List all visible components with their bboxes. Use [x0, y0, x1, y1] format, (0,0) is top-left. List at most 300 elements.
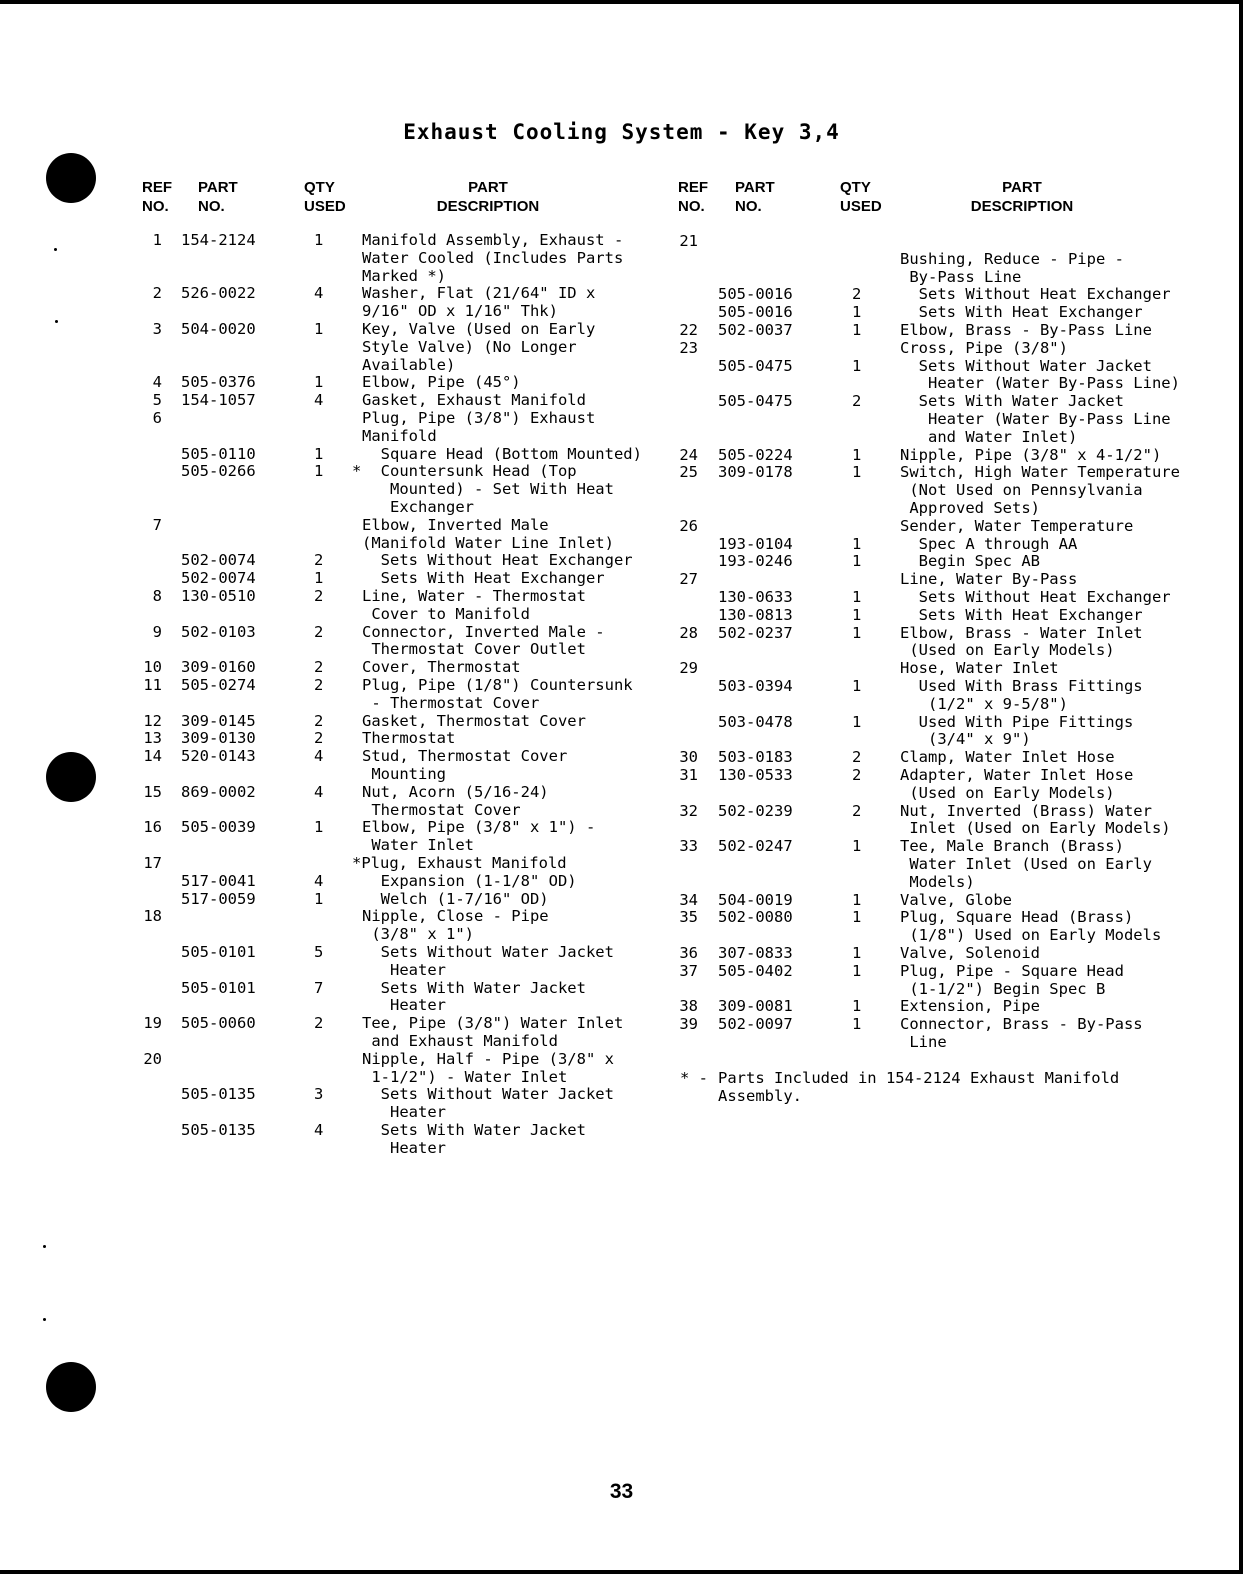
part-number: 502-0074 — [181, 569, 256, 588]
ref-number: 27 — [679, 570, 698, 589]
table-row — [0, 446, 1243, 464]
ref-number: 10 — [143, 658, 162, 677]
qty-used: 1 — [852, 321, 862, 339]
part-number: 869-0002 — [181, 782, 256, 801]
qty-used: 2 — [314, 622, 324, 641]
page-title: Exhaust Cooling System - Key 3,4 — [403, 120, 840, 144]
part-number: 505-0039 — [181, 818, 256, 837]
part-description: - Thermostat Cover — [362, 693, 540, 712]
part-description: Nipple, Pipe (3/8" x 4-1/2") — [900, 445, 1162, 464]
ref-number: 38 — [679, 997, 698, 1016]
part-number: 502-0074 — [181, 551, 256, 570]
ref-number: 32 — [679, 801, 698, 820]
part-description: Begin Spec AB — [900, 552, 1040, 571]
table-row — [0, 1033, 1243, 1051]
part-description: Adapter, Water Inlet Hose — [900, 766, 1134, 784]
qty-used: 1 — [852, 712, 862, 731]
table-row — [0, 552, 1243, 570]
part-description: Elbow, Pipe (45°) — [362, 373, 521, 392]
qty-used: 1 — [852, 908, 862, 927]
ref-number: 33 — [679, 837, 698, 856]
part-number: 504-0019 — [718, 890, 793, 909]
ref-number: 15 — [143, 782, 162, 801]
qty-used: 2 — [852, 285, 862, 304]
part-description: Gasket, Exhaust Manifold — [362, 391, 586, 410]
part-description: Heater — [362, 960, 446, 979]
part-number: 505-0135 — [181, 1121, 256, 1139]
part-number: 505-0475 — [718, 392, 793, 411]
header-desc-left: PART DESCRIPTION — [436, 179, 540, 215]
part-description: Connector, Brass - By-Pass — [900, 1015, 1143, 1034]
qty-used: 1 — [852, 445, 862, 464]
page-number: 33 — [609, 1480, 634, 1503]
part-number: 502-0037 — [718, 321, 793, 339]
part-description: Elbow, Brass - Water Inlet — [900, 623, 1143, 642]
scan-speck — [43, 1318, 46, 1321]
part-number: 502-0097 — [718, 1015, 793, 1034]
table-row — [0, 339, 1243, 357]
scan-speck — [43, 1245, 46, 1248]
part-number: 309-0178 — [718, 463, 793, 482]
part-description: Available) — [362, 355, 456, 374]
table-row — [0, 357, 1243, 375]
part-description: Elbow, Brass - By-Pass Line — [900, 321, 1152, 339]
part-description: Exchanger — [362, 498, 474, 516]
ref-number: 8 — [152, 587, 162, 605]
ref-number: 5 — [152, 391, 162, 410]
table-row — [0, 624, 1243, 642]
qty-used: 4 — [314, 284, 324, 303]
part-number: 502-0103 — [181, 622, 256, 641]
table-row — [0, 944, 1243, 962]
table-row — [0, 428, 1243, 446]
part-description: Cover to Manifold — [362, 604, 530, 623]
table-row — [0, 980, 1243, 998]
table-row — [0, 570, 1243, 588]
qty-used: 1 — [852, 997, 862, 1016]
part-description: (Manifold Water Line Inlet) — [362, 533, 614, 552]
table-row — [0, 463, 1243, 481]
part-description: Sender, Water Temperature — [900, 516, 1134, 535]
part-number: 130-0533 — [718, 766, 793, 784]
table-row — [0, 908, 1243, 926]
part-description: Gasket, Thermostat Cover — [362, 711, 586, 730]
part-description: 9/16" OD x 1/16" Thk) — [362, 302, 558, 321]
qty-used: 2 — [314, 711, 324, 730]
part-description: Sets Without Heat Exchanger — [900, 285, 1171, 304]
part-number: 505-0016 — [718, 303, 793, 322]
ref-number: 20 — [143, 1049, 162, 1068]
table-row — [0, 374, 1243, 392]
part-description: Washer, Flat (21/64" ID x — [362, 284, 596, 303]
table-row — [0, 1103, 1243, 1121]
qty-used: 2 — [314, 729, 324, 748]
qty-used: 2 — [852, 748, 862, 767]
table-row — [0, 321, 1243, 339]
part-number: 505-0266 — [181, 462, 256, 481]
part-description: By-Pass Line — [900, 267, 1022, 286]
qty-used: 1 — [314, 569, 324, 588]
part-description: Water Inlet (Used on Early — [900, 855, 1152, 873]
part-description: Connector, Inverted Male - — [362, 622, 605, 641]
asterisk-marker: * — [352, 462, 362, 481]
part-description: *Plug, Exhaust Manifold — [352, 854, 567, 872]
table-row — [0, 962, 1243, 980]
qty-used: 1 — [852, 303, 862, 322]
part-number: 505-0475 — [718, 356, 793, 375]
ref-number: 30 — [679, 748, 698, 767]
ref-number: 9 — [152, 622, 162, 641]
ref-number: 17 — [143, 854, 162, 872]
part-number: 130-0813 — [718, 605, 793, 624]
qty-used: 1 — [852, 677, 862, 695]
qty-used: 2 — [314, 658, 324, 677]
part-description: Tee, Pipe (3/8") Water Inlet — [362, 1014, 624, 1033]
part-description: Heater — [362, 1103, 446, 1122]
table-row — [0, 926, 1243, 944]
qty-used: 7 — [314, 978, 324, 997]
header-desc-right: PART DESCRIPTION — [970, 179, 1074, 215]
ref-number: 25 — [679, 463, 698, 482]
part-description: Sets Without Water Jacket — [362, 1085, 614, 1104]
table-row — [0, 659, 1243, 677]
part-description: Welch (1-7/16" OD) — [362, 889, 549, 908]
table-row — [0, 517, 1243, 535]
part-description: Tee, Male Branch (Brass) — [900, 837, 1124, 856]
table-row — [0, 997, 1243, 1015]
part-description: (1/2" x 9-5/8") — [900, 694, 1068, 713]
ref-number: 7 — [152, 515, 162, 534]
ref-number: 39 — [679, 1015, 698, 1034]
ref-number: 12 — [143, 711, 162, 730]
qty-used: 2 — [852, 801, 862, 820]
part-description: Plug, Square Head (Brass) — [900, 908, 1134, 927]
part-number: 154-2124 — [181, 231, 256, 249]
part-description: Used With Brass Fittings — [900, 677, 1143, 695]
part-description: Square Head (Bottom Mounted) — [362, 444, 642, 463]
part-description: Countersunk Head (Top — [362, 462, 577, 481]
qty-used: 2 — [314, 551, 324, 570]
table-row — [0, 232, 1243, 250]
part-description: Elbow, Pipe (3/8" x 1") - — [362, 818, 596, 837]
part-description: Extension, Pipe — [900, 997, 1040, 1016]
header-qty-left: QTY USED — [304, 179, 346, 215]
part-description: Mounting — [362, 765, 446, 783]
table-row — [0, 641, 1243, 659]
part-description: (3/4" x 9") — [900, 730, 1031, 749]
ref-number: 28 — [679, 623, 698, 642]
part-description: Elbow, Inverted Male — [362, 515, 549, 534]
qty-used: 4 — [314, 871, 324, 890]
table-row — [0, 1015, 1243, 1033]
part-number: 130-0633 — [718, 588, 793, 606]
qty-used: 1 — [314, 320, 324, 338]
qty-used: 3 — [314, 1085, 324, 1104]
table-row — [0, 766, 1243, 784]
part-description: Sets With Heat Exchanger — [900, 605, 1143, 624]
qty-used: 1 — [852, 961, 862, 980]
ref-number: 16 — [143, 818, 162, 837]
part-number: 309-0081 — [718, 997, 793, 1016]
part-number: 309-0145 — [181, 711, 256, 730]
qty-used: 1 — [314, 462, 324, 481]
part-number: 307-0833 — [718, 944, 793, 962]
table-row — [0, 285, 1243, 303]
table-row — [0, 250, 1243, 268]
part-description: Thermostat Cover Outlet — [362, 640, 586, 659]
part-description: Plug, Pipe - Square Head — [900, 961, 1124, 980]
part-description: Models) — [900, 872, 975, 891]
part-description: Line, Water By-Pass — [900, 570, 1078, 589]
ref-number: 24 — [679, 445, 698, 464]
ref-number: 11 — [143, 676, 162, 694]
ref-number: 21 — [679, 232, 698, 250]
part-description: Manifold — [362, 426, 437, 445]
qty-used: 1 — [852, 463, 862, 482]
part-description: Mounted) - Set With Heat — [362, 480, 614, 499]
part-number: 502-0237 — [718, 623, 793, 642]
part-description: Switch, High Water Temperature — [900, 463, 1180, 482]
part-number: 503-0183 — [718, 748, 793, 767]
header-part-left: PART NO. — [198, 179, 238, 215]
part-description: Marked *) — [362, 266, 446, 285]
table-row — [0, 392, 1243, 410]
part-description: Heater — [362, 996, 446, 1015]
qty-used: 2 — [314, 587, 324, 605]
table-row — [0, 695, 1243, 713]
qty-used: 2 — [314, 676, 324, 694]
ref-number: 2 — [152, 284, 162, 303]
part-number: 193-0246 — [718, 552, 793, 571]
table-row — [0, 819, 1243, 837]
table-row — [0, 268, 1243, 286]
ref-number: 36 — [679, 944, 698, 962]
part-description: Heater — [362, 1138, 446, 1157]
table-row — [0, 891, 1243, 909]
part-number: 526-0022 — [181, 284, 256, 303]
part-description: Used With Pipe Fittings — [900, 712, 1134, 731]
part-description: Water Inlet — [362, 836, 474, 855]
part-description: Inlet (Used on Early Models) — [900, 819, 1171, 838]
part-number: 503-0478 — [718, 712, 793, 731]
part-description: Plug, Pipe (1/8") Countersunk — [362, 676, 633, 694]
part-number: 505-0376 — [181, 373, 256, 392]
qty-used: 1 — [852, 944, 862, 962]
table-row — [0, 1085, 1243, 1103]
part-number: 309-0160 — [181, 658, 256, 677]
table-row — [0, 802, 1243, 820]
ref-number: 35 — [679, 908, 698, 927]
ref-number: 26 — [679, 516, 698, 535]
ref-number: 34 — [679, 890, 698, 909]
part-number: 505-0224 — [718, 445, 793, 464]
header-ref-right: REF NO. — [678, 179, 708, 215]
part-number: 505-0110 — [181, 444, 256, 463]
part-description: Cover, Thermostat — [362, 658, 521, 677]
part-number: 505-0060 — [181, 1014, 256, 1033]
qty-used: 1 — [314, 444, 324, 463]
part-number: 505-0016 — [718, 285, 793, 304]
part-description: (Used on Early Models) — [900, 783, 1115, 802]
ref-number: 31 — [679, 766, 698, 784]
part-description: and Exhaust Manifold — [362, 1032, 558, 1050]
binder-hole-bottom — [46, 1362, 96, 1412]
qty-used: 2 — [852, 766, 862, 784]
footnote-marker: * - — [680, 1069, 708, 1087]
ref-number: 1 — [152, 231, 162, 249]
part-description: Nipple, Close - Pipe — [362, 907, 549, 926]
table-row — [0, 481, 1243, 499]
table-row — [0, 588, 1243, 606]
part-number: 502-0239 — [718, 801, 793, 820]
part-description: Line, Water - Thermostat — [362, 587, 586, 605]
qty-used: 4 — [314, 747, 324, 766]
table-row — [0, 499, 1243, 517]
footnote-line-2: Assembly. — [718, 1087, 802, 1105]
part-description: (1/8") Used on Early Models — [900, 926, 1162, 945]
part-number: 503-0394 — [718, 677, 793, 695]
table-row — [0, 784, 1243, 802]
ref-number: 3 — [152, 320, 162, 338]
part-number: 504-0020 — [181, 320, 256, 338]
qty-used: 1 — [852, 605, 862, 624]
qty-used: 5 — [314, 943, 324, 961]
part-description: Sets Without Heat Exchanger — [900, 588, 1171, 606]
table-row — [0, 748, 1243, 766]
part-description: Clamp, Water Inlet Hose — [900, 748, 1115, 767]
qty-used: 4 — [314, 391, 324, 410]
ref-number: 18 — [143, 907, 162, 926]
qty-used: 1 — [852, 623, 862, 642]
header-ref-left: REF NO. — [142, 179, 172, 215]
header-part-right: PART NO. — [735, 179, 775, 215]
part-description: Hose, Water Inlet — [900, 659, 1059, 678]
table-row — [0, 677, 1243, 695]
part-description: Thermostat Cover — [362, 800, 521, 819]
part-description: Sets With Water Jacket — [362, 1121, 586, 1139]
ref-number: 13 — [143, 729, 162, 748]
ref-number: 23 — [679, 338, 698, 357]
part-description: Sets Without Water Jacket — [900, 356, 1152, 375]
table-row — [0, 873, 1243, 891]
qty-used: 1 — [852, 588, 862, 606]
qty-used: 4 — [314, 782, 324, 801]
part-description: Bushing, Reduce - Pipe - — [900, 249, 1124, 268]
table-row — [0, 535, 1243, 553]
ref-number: 4 — [152, 373, 162, 392]
part-description: Valve, Solenoid — [900, 944, 1040, 962]
table-row — [0, 730, 1243, 748]
qty-used: 1 — [314, 373, 324, 392]
part-description: Valve, Globe — [900, 890, 1012, 909]
qty-used: 1 — [314, 889, 324, 908]
ref-number: 22 — [679, 321, 698, 339]
qty-used: 1 — [852, 890, 862, 909]
part-description: Sets Without Water Jacket — [362, 943, 614, 961]
part-number: 193-0104 — [718, 534, 793, 553]
qty-used: 1 — [852, 356, 862, 375]
part-number: 505-0402 — [718, 961, 793, 980]
ref-number: 6 — [152, 409, 162, 427]
table-row — [0, 606, 1243, 624]
table-row — [0, 837, 1243, 855]
part-number: 505-0274 — [181, 676, 256, 694]
part-description: Thermostat — [362, 729, 456, 748]
part-description: Sets With Heat Exchanger — [362, 569, 605, 588]
ref-number: 14 — [143, 747, 162, 766]
ref-number: 37 — [679, 961, 698, 980]
qty-used: 1 — [852, 837, 862, 856]
part-description: Spec A through AA — [900, 534, 1078, 553]
part-number: 505-0101 — [181, 943, 256, 961]
part-description: Nipple, Half - Pipe (3/8" x — [362, 1049, 614, 1068]
table-row — [0, 855, 1243, 873]
part-number: 517-0041 — [181, 871, 256, 890]
part-description: 1-1/2") - Water Inlet — [362, 1067, 568, 1086]
part-number: 505-0101 — [181, 978, 256, 997]
part-description: Heater (Water By-Pass Line — [900, 410, 1171, 428]
part-description: Nut, Acorn (5/16-24) — [362, 782, 549, 801]
part-description: (3/8" x 1") — [362, 925, 474, 944]
qty-used: 2 — [314, 1014, 324, 1033]
part-number: 520-0143 — [181, 747, 256, 766]
qty-used: 1 — [852, 552, 862, 571]
ref-number: 19 — [143, 1014, 162, 1033]
part-description: (1-1/2") Begin Spec B — [900, 979, 1106, 998]
part-description: Sets Without Heat Exchanger — [362, 551, 633, 570]
part-number: 130-0510 — [181, 587, 256, 605]
qty-used: 1 — [852, 534, 862, 553]
binder-hole-top — [46, 153, 96, 203]
header-qty-right: QTY USED — [840, 179, 882, 215]
part-description: (Used on Early Models) — [900, 641, 1115, 660]
part-number: 502-0080 — [718, 908, 793, 927]
part-description: Cross, Pipe (3/8") — [900, 338, 1068, 357]
footnote-line-1: Parts Included in 154-2124 Exhaust Manifold — [718, 1069, 1120, 1087]
table-row — [0, 1139, 1243, 1157]
part-description: Sets With Heat Exchanger — [900, 303, 1143, 322]
part-description: Stud, Thermostat Cover — [362, 747, 568, 766]
part-number: 517-0059 — [181, 889, 256, 908]
table-row — [0, 303, 1243, 321]
part-number: 154-1057 — [181, 391, 256, 410]
ref-number: 29 — [679, 659, 698, 678]
part-description: Expansion (1-1/8" OD) — [362, 871, 577, 890]
part-description: Heater (Water By-Pass Line) — [900, 374, 1180, 393]
part-description: Water Cooled (Includes Parts — [362, 248, 624, 267]
part-description: Sets With Water Jacket — [362, 978, 586, 997]
qty-used: 4 — [314, 1121, 324, 1139]
part-description: Key, Valve (Used on Early — [362, 320, 596, 338]
qty-used: 1 — [314, 818, 324, 837]
table-row — [0, 713, 1243, 731]
part-description: Approved Sets) — [900, 499, 1040, 517]
qty-used: 2 — [852, 392, 862, 411]
part-description: and Water Inlet) — [900, 427, 1078, 446]
table-row — [0, 1050, 1243, 1068]
part-number: 309-0130 — [181, 729, 256, 748]
part-description: (Not Used on Pennsylvania — [900, 481, 1143, 500]
qty-used: 1 — [852, 1015, 862, 1034]
part-description: Plug, Pipe (3/8") Exhaust — [362, 409, 596, 427]
table-row — [0, 1121, 1243, 1139]
part-number: 502-0247 — [718, 837, 793, 856]
part-description: Nut, Inverted (Brass) Water — [900, 801, 1152, 820]
qty-used: 1 — [314, 231, 324, 249]
part-number: 505-0135 — [181, 1085, 256, 1104]
part-description: Style Valve) (No Longer — [362, 337, 577, 356]
part-description: Manifold Assembly, Exhaust - — [362, 231, 624, 249]
